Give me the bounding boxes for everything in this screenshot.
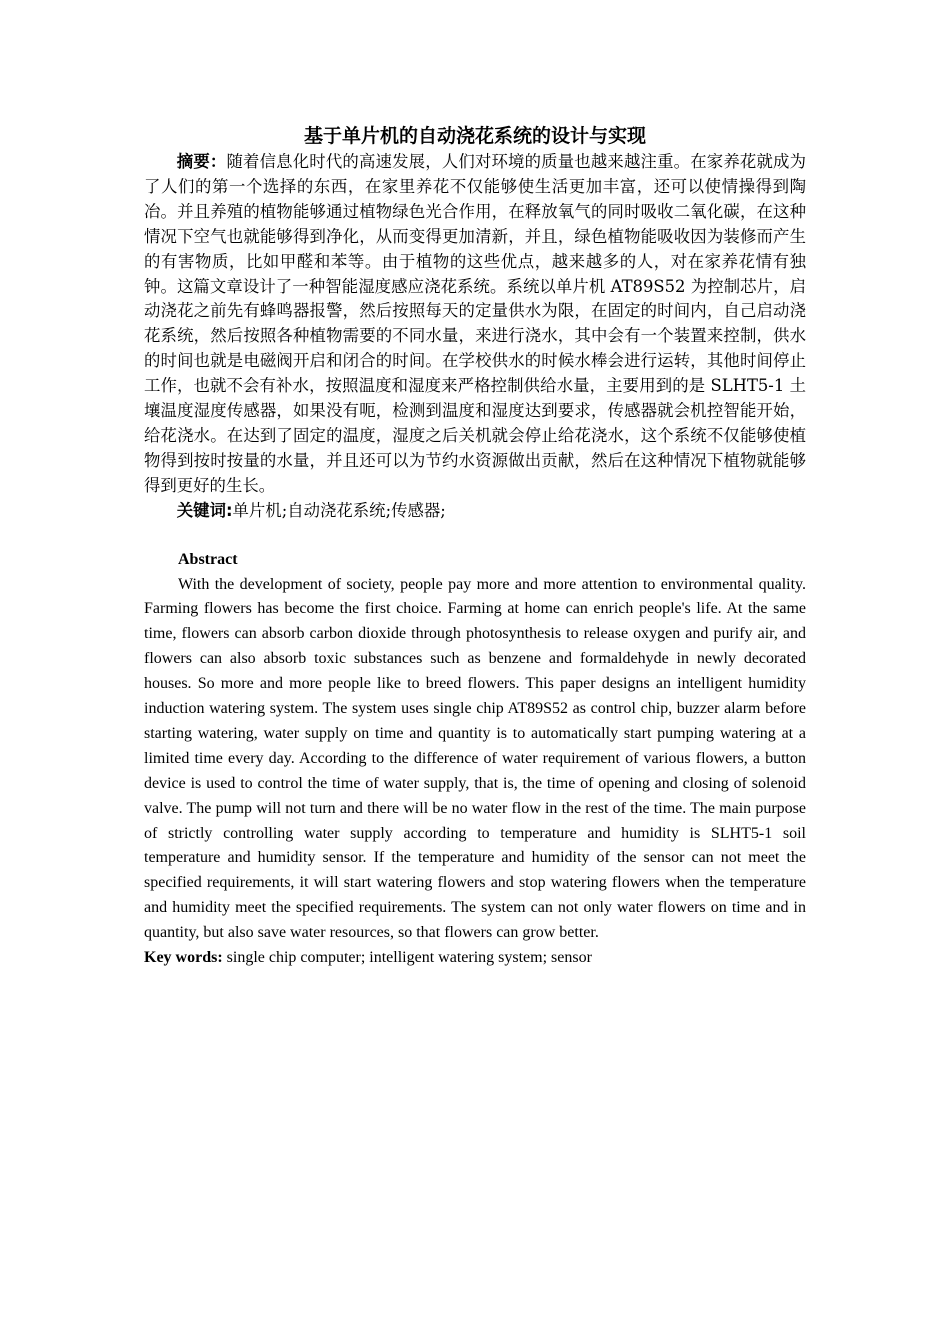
english-abstract-heading: Abstract — [178, 550, 238, 568]
english-keywords — [144, 946, 806, 971]
document-title: 基于单片机的自动浇花系统的设计与实现 — [303, 125, 646, 147]
english-keywords-text: single chip computer; intelligent watering system; sensor — [222, 949, 592, 967]
chinese-abstract — [144, 150, 806, 499]
english-abstract-text: With the development of society, people pay more and more attention to environmental quality. Farming flowers has become the first choice. Farming at home can enrich people's life. At the same time, flowers can absorb carbon dioxide through photosynthesis to release oxygen and purify air, and flowers can also absorb toxic substances such as benzene and formaldehyde in newly decorated houses. So more and more people like to breed flowers. This paper designs an intelligent humidity induction watering system. The system uses single chip AT89S52 as control chip, buzzer alarm before starting watering, water supply on time and quantity is to automatically start pumping watering at a limited time every day. According to the difference of water requirement of various flowers, a button device is used to control the time of water supply, that is, the time of opening and closing of solenoid valve. The pump will not turn and there will be no water flow in the rest of the time. The main purpose of strictly controlling water supply according to temperature and humidity is SLHT5-1 soil temperature and humidity sensor. If the temperature and humidity of the sensor can not meet the specified requirements, it will start watering flowers and stop watering flowers when the temperature and humidity meet the specified requirements. The system can not only water flowers on time and in quantity, but also save water resources, so that flowers can grow better. — [144, 575, 806, 942]
section-spacer — [144, 524, 806, 548]
chinese-keywords-text: 单片机;自动浇花系统;传感器; — [232, 500, 446, 520]
chinese-keywords — [144, 499, 806, 524]
english-keywords-label: Key words: — [144, 949, 223, 967]
chinese-abstract-text: 随着信息化时代的高速发展，人们对环境的质量也越来越注重。在家养花就成为了人们的第一个选择的东西，在家里养花不仅能够使生活更加丰富，还可以使情操得到陶冶。并且养殖的植物能够通过植物绿色光合作用，在释放氧气的同时吸收二氧化碳，在这种情况下空气也就能够得到净化，从而变得更加清新，并且，绿色植物能吸收因为装修而产生的有害物质，比如甲醛和苯等。由于植物的这些优点，越来越多的人，对在家养花情有独钟。这篇文章设计了一种智能湿度感应浇花系统。系统以单片机 AT89S52 为控制芯片，启动浇花之前先有蜂鸣器报警，然后按照每天的定量供水为限，在固定的时间内，自己启动浇花系统，然后按照各种植物需要的不同水量，来进行浇水，其中会有一个装置来控制，供水的时间也就是电磁阀开启和闭合的时间。在学校供水的时候水棒会进行运转，其他时间停止工作，也就不会有补水，按照温度和湿度来严格控制供给水量，主要用到的是 SLHT5-1 土壤温度湿度传感器，如果没有呃，检测到温度和湿度达到要求，传感器就会机控智能开始，给花浇水。在达到了固定的温度，湿度之后关机就会停止给花浇水，这个系统不仅能够使植物得到按时按量的水量，并且还可以为节约水资源做出贡献，然后在这种情况下植物就能够得到更好的生长。 — [144, 152, 806, 495]
document-content — [144, 122, 806, 971]
chinese-keywords-label: 关键词: — [176, 500, 233, 520]
chinese-abstract-label: 摘要： — [176, 152, 227, 171]
